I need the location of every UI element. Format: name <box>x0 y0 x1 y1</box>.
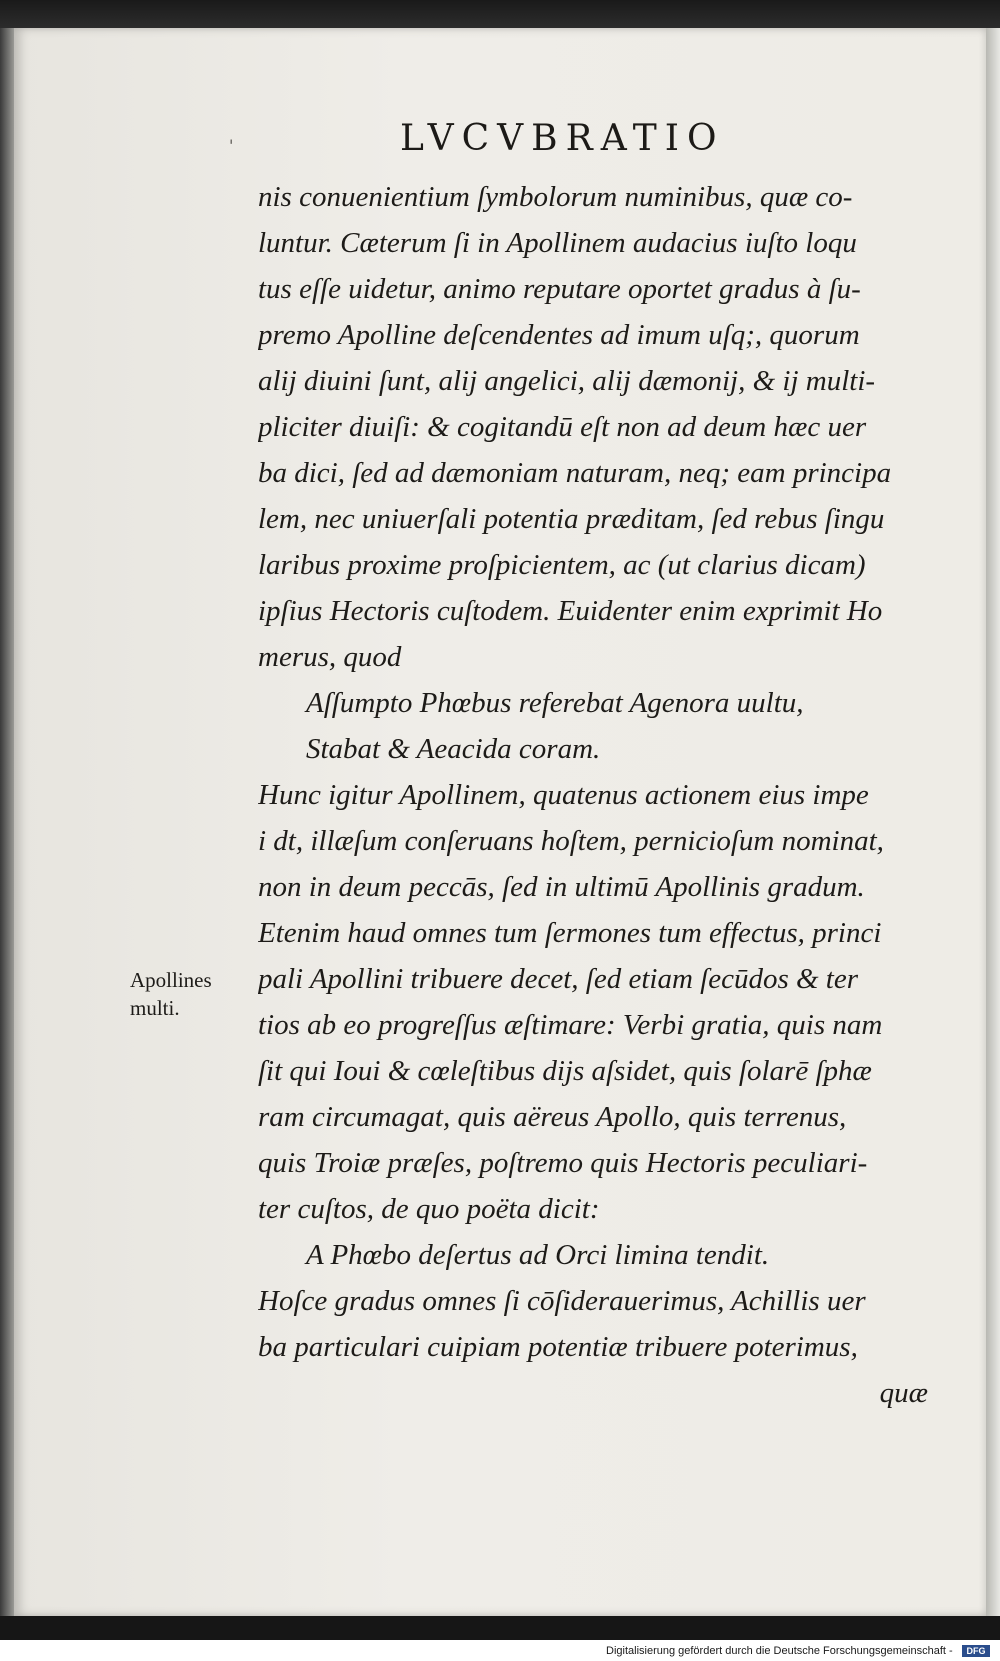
scan-bottom-edge <box>0 1616 1000 1640</box>
text-line: laribus proxime proſpicientem, ac (ut clarius dicam) <box>258 549 866 581</box>
text-line: pali Apollini tribuere decet, ſed etiam ſecūdos & ter <box>258 963 859 995</box>
running-head: LVCVBRATIO <box>400 118 725 159</box>
text-line: luntur. Cæterum ſi in Apollinem audacius iuſto loqu <box>258 227 857 259</box>
text-line: tios ab eo progreſſus æſtimare: Verbi gratia, quis nam <box>258 1009 883 1041</box>
marginal-note <box>130 966 250 1022</box>
text-line: tus eſſe uidetur, animo reputare oportet gradus à ſu- <box>258 273 861 305</box>
text-line: non in deum peccās, ſed in ultimū Apollinis gradum. <box>258 871 865 903</box>
text-line: ba particulari cuipiam potentiæ tribuere poterimus, <box>258 1331 858 1363</box>
verse-line: A Phœbo deſertus ad Orci limina tendit. <box>306 1239 770 1271</box>
text-line: Hunc igitur Apollinem, quatenus actionem eius impe <box>258 779 869 811</box>
digitization-attribution: Digitalisierung gefördert durch die Deutsche Forschungsgemeinschaft - <box>606 1645 953 1657</box>
text-line: Hoſce gradus omnes ſi cōſiderauerimus, Achillis uer <box>258 1285 866 1317</box>
marginal-note-line: multi. <box>130 996 180 1020</box>
ink-mark: ' <box>229 136 234 155</box>
text-line: merus, quod <box>258 641 402 673</box>
text-line: lem, nec uniuerſali potentia præditam, ſed rebus ſingu <box>258 503 885 535</box>
text-line: quis Troiæ præſes, poſtremo quis Hectoris peculiari- <box>258 1147 868 1179</box>
text-line: pliciter diuiſi: & cogitandū eſt non ad deum hæc uer <box>258 411 867 443</box>
scan-left-edge <box>0 28 14 1616</box>
verse-line: Aſſumpto Phœbus referebat Agenora uultu, <box>306 687 804 719</box>
scan-top-edge <box>0 0 1000 28</box>
text-line: ba dici, ſed ad dæmoniam naturam, neq; eam principa <box>258 457 892 489</box>
text-line: ſit qui Ioui & cœleſtibus dijs aſsidet, quis ſolarē ſphæ <box>258 1055 872 1087</box>
text-line: Etenim haud omnes tum ſermones tum effectus, princi <box>258 917 882 949</box>
scan-right-edge <box>986 28 1000 1616</box>
dfg-logo: DFG <box>962 1645 990 1657</box>
text-line: nis conuenientium ſymbolorum numinibus, quæ co- <box>258 181 853 213</box>
marginal-note-line: Apollines <box>130 968 212 992</box>
text-line: ipſius Hectoris cuſtodem. Euidenter enim exprimit Ho <box>258 595 883 627</box>
verse-line: Stabat & Aeacida coram. <box>306 733 601 765</box>
text-line: i dt, illæſum conſeruans hoſtem, pernicioſum nominat, <box>258 825 884 857</box>
catchword: quæ <box>879 1377 928 1409</box>
body-text <box>258 174 948 1416</box>
text-line: ter cuſtos, de quo poëta dicit: <box>258 1193 600 1225</box>
text-line: ram circumagat, quis aëreus Apollo, quis terrenus, <box>258 1101 847 1133</box>
text-line: alij diuini ſunt, alij angelici, alij dæmonij, & ij multi- <box>258 365 876 397</box>
text-line: premo Apolline deſcendentes ad imum uſq;, quorum <box>258 319 860 351</box>
